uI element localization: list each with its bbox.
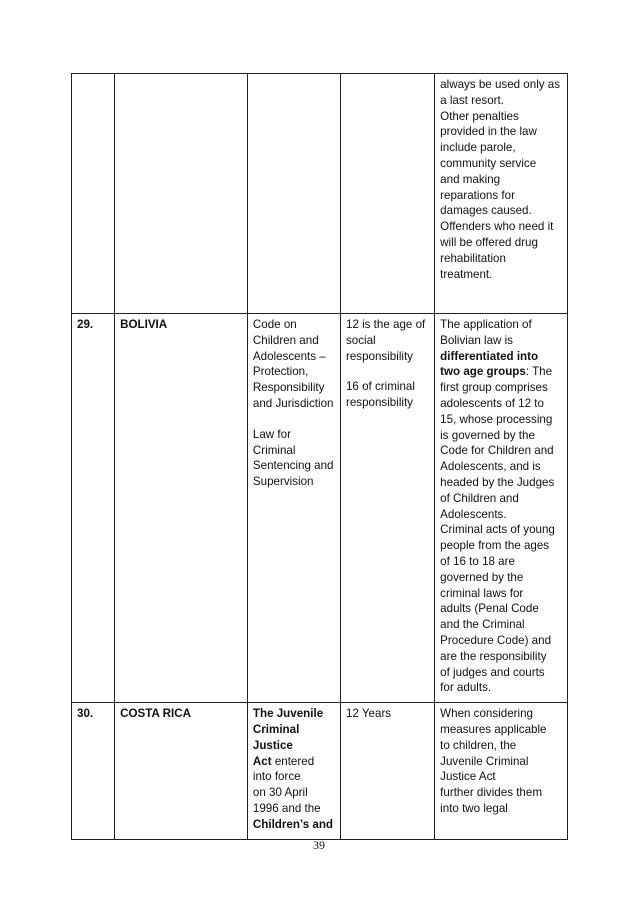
notes-line	[440, 203, 562, 219]
notes-line	[440, 156, 562, 172]
notes-text: criminal laws for	[440, 586, 524, 600]
notes-text: further divides them	[440, 786, 542, 800]
notes-text: The application of	[440, 318, 532, 331]
notes-text: first group comprises	[440, 381, 548, 395]
notes-text: Adolescents, and is	[440, 460, 541, 474]
notes-line	[440, 349, 562, 365]
notes-line	[440, 649, 562, 665]
notes-line	[440, 722, 562, 738]
notes-text: Procedure Code) and	[440, 633, 552, 647]
age-cell	[340, 74, 434, 314]
notes-text: for adults.	[440, 681, 492, 695]
notes-line	[440, 633, 562, 649]
notes-text: and making	[440, 172, 501, 186]
age-cell	[340, 314, 434, 703]
notes-line	[440, 172, 562, 188]
country-name	[115, 74, 248, 314]
notes-text: Adolescents.	[440, 507, 507, 521]
notes-line	[440, 554, 562, 570]
notes-text: 15, whose processing	[440, 412, 553, 426]
notes-text: When considering	[440, 707, 533, 721]
law-line: Supervision	[252, 475, 314, 489]
law-line: Criminal	[252, 443, 296, 457]
notes-text: provided in the law	[440, 125, 537, 139]
table-row	[72, 314, 568, 703]
notes-text: measures applicable	[440, 722, 547, 736]
notes-line	[440, 706, 562, 722]
law-line: Law for	[252, 427, 291, 441]
notes-text: Other penalties	[440, 109, 519, 123]
row-number: 30.	[72, 703, 115, 839]
notes-text: people from the ages	[440, 539, 550, 553]
notes-line	[440, 601, 562, 617]
notes-line	[440, 507, 562, 523]
notes-line	[440, 188, 562, 204]
notes-text: to children, the	[440, 738, 517, 752]
law-line	[253, 769, 335, 785]
age-line: 12 Years	[345, 707, 392, 721]
notes-text: include parole,	[440, 141, 516, 155]
notes-line	[440, 140, 562, 156]
notes-text: adults (Penal Code	[440, 602, 539, 616]
notes-text: of Children and	[440, 491, 519, 505]
law-line	[253, 801, 335, 817]
notes-line	[440, 219, 562, 235]
age-line: 16 of criminal	[345, 380, 415, 394]
notes-line	[440, 475, 562, 491]
table-row	[72, 74, 568, 314]
notes-text: of judges and courts	[440, 665, 545, 679]
notes-text: Juvenile Criminal	[440, 754, 529, 768]
law-text: The Juvenile	[252, 707, 324, 721]
law-line	[253, 412, 335, 427]
notes-text: : The	[525, 365, 553, 379]
law-line	[253, 817, 335, 833]
notes-line	[440, 754, 562, 770]
law-line	[253, 706, 335, 722]
notes-text: adolescents of 12 to	[440, 396, 544, 410]
row-number	[72, 74, 115, 314]
notes-text: Code for Children and	[440, 444, 554, 458]
notes-line	[440, 317, 562, 333]
notes-line	[440, 538, 562, 554]
age-line	[346, 364, 429, 379]
notes-line	[440, 412, 562, 428]
notes-line	[440, 680, 562, 696]
country-name: BOLIVIA	[115, 314, 248, 703]
notes-line	[440, 459, 562, 475]
law-line: Responsibility	[252, 381, 325, 395]
notes-line	[440, 235, 562, 251]
law-text: into force	[252, 770, 301, 784]
row-number: 29.	[72, 314, 115, 703]
notes-text: Criminal acts of young	[440, 523, 555, 537]
notes-line	[440, 251, 562, 267]
notes-text: community service	[440, 156, 537, 170]
law-line	[253, 722, 335, 754]
notes-text: Offenders who need it	[440, 220, 554, 234]
notes-line	[440, 586, 562, 602]
notes-line	[440, 77, 562, 93]
notes-text: treatment.	[440, 267, 493, 281]
law-text: Act	[252, 754, 272, 768]
notes-line	[440, 491, 562, 507]
notes-text: two age groups	[440, 365, 526, 379]
law-cell	[247, 74, 340, 314]
notes-text: a last resort.	[440, 93, 504, 107]
law-cell	[247, 314, 340, 703]
law-text: entered	[271, 754, 315, 768]
notes-text: Justice Act	[440, 770, 496, 784]
notes-cell	[435, 74, 568, 314]
law-line: and Jurisdiction	[252, 396, 334, 410]
notes-text: governed by the	[440, 570, 524, 584]
law-text: Children’s and	[252, 817, 333, 831]
law-text: 1996 and the	[252, 801, 321, 815]
notes-line	[440, 428, 562, 444]
notes-text: differentiated into	[440, 349, 539, 363]
notes-line	[440, 380, 562, 396]
notes-text: is governed by the	[440, 428, 535, 442]
age-cell	[340, 703, 434, 839]
age-line: responsibility	[345, 349, 413, 363]
country-law-table	[71, 73, 568, 840]
law-cell	[247, 703, 340, 839]
page-number: 39	[313, 838, 325, 852]
notes-text: reparations for	[440, 188, 515, 202]
notes-line	[440, 396, 562, 412]
notes-line	[440, 769, 562, 785]
notes-text: will be offered drug	[440, 235, 538, 249]
law-line	[253, 785, 335, 801]
law-line: Protection,	[252, 365, 309, 379]
age-line: social	[345, 333, 376, 347]
law-text: on 30 April	[252, 786, 308, 800]
age-line: responsibility	[345, 396, 413, 410]
notes-line	[440, 109, 562, 125]
notes-text: Bolivian law is	[440, 333, 513, 347]
notes-line	[440, 617, 562, 633]
notes-cell	[435, 703, 568, 839]
age-line: 12 is the age of	[345, 318, 426, 331]
notes-line	[440, 570, 562, 586]
notes-line	[440, 267, 562, 283]
notes-text: and the Criminal	[440, 618, 525, 632]
law-text: Criminal Justice	[252, 722, 300, 752]
law-line: Code on	[252, 318, 297, 331]
notes-text: damages caused.	[440, 204, 532, 218]
notes-line	[440, 785, 562, 801]
notes-text: into two legal	[440, 801, 508, 815]
notes-line	[440, 364, 562, 380]
law-line: Sentencing and	[252, 459, 334, 473]
notes-text: are the responsibility	[440, 649, 547, 663]
law-line: Adolescents –	[252, 349, 326, 363]
notes-line	[440, 801, 562, 817]
notes-line	[440, 124, 562, 140]
law-line: Children and	[252, 333, 319, 347]
notes-text: of 16 to 18 are	[440, 554, 515, 568]
notes-line	[440, 665, 562, 681]
notes-line	[440, 93, 562, 109]
notes-text: always be used only as	[440, 78, 561, 91]
notes-line	[440, 522, 562, 538]
notes-text: headed by the Judges	[440, 475, 555, 489]
notes-cell	[435, 314, 568, 703]
notes-line	[440, 443, 562, 459]
notes-line	[440, 738, 562, 754]
country-name: COSTA RICA	[115, 703, 248, 839]
table-row	[72, 703, 568, 839]
notes-text: rehabilitation	[440, 251, 506, 265]
notes-line	[440, 333, 562, 349]
law-line	[253, 754, 335, 770]
